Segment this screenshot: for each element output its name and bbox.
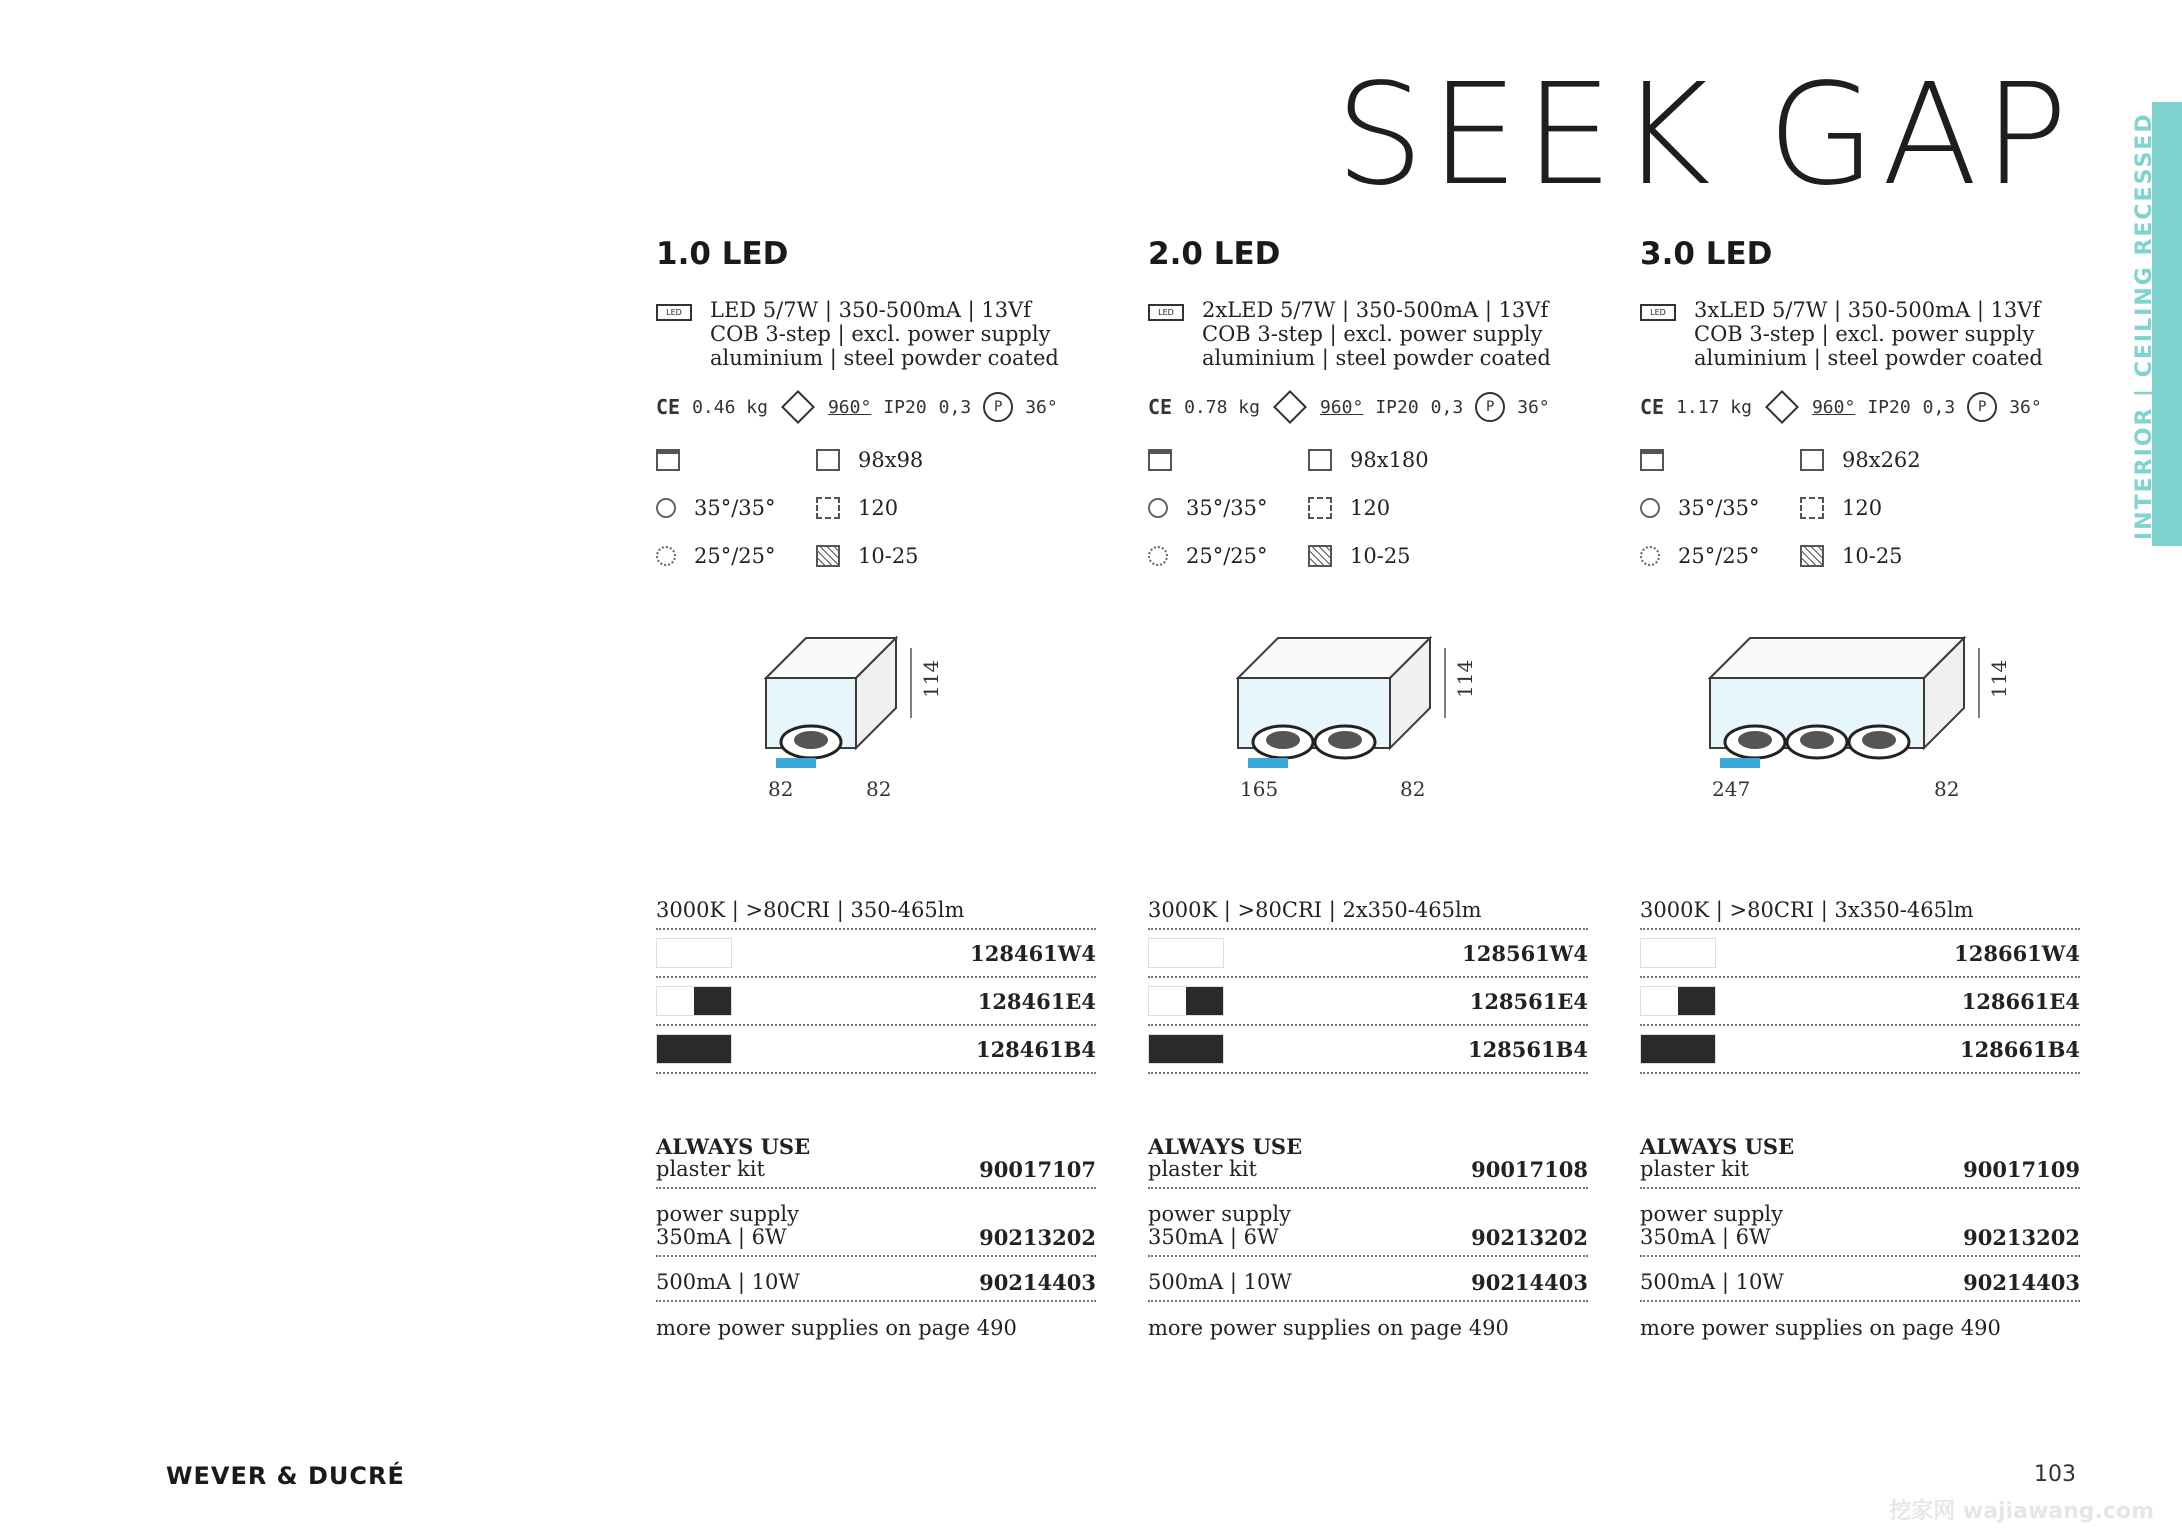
always-use-heading: ALWAYS USE bbox=[1148, 1134, 1303, 1159]
ce-mark-icon: CE bbox=[1148, 395, 1173, 419]
more-power-supplies-note: more power supplies on page 490 bbox=[656, 1316, 1017, 1340]
beam-angle-value: 36° bbox=[1025, 396, 1058, 418]
lamp-lens bbox=[1738, 731, 1772, 749]
accessory-row bbox=[1148, 1189, 1588, 1257]
ceiling-thickness-value: 10-25 bbox=[1842, 544, 1903, 568]
product-column bbox=[656, 236, 1096, 1340]
cutout-value: 98x180 bbox=[1350, 448, 1429, 472]
ceiling-thickness-icon bbox=[1800, 545, 1824, 567]
lamp-lens bbox=[1862, 731, 1896, 749]
accessory-label: plaster kit bbox=[1640, 1157, 1749, 1181]
spec-block bbox=[656, 298, 1096, 370]
accessory-code: 90213202 bbox=[1963, 1225, 2080, 1250]
spec-line: LED 5/7W | 350-500mA | 13Vf bbox=[710, 298, 1032, 322]
cutout-icon bbox=[816, 449, 840, 471]
product-column bbox=[1148, 236, 1588, 1340]
dimension-width: 82 bbox=[768, 777, 794, 801]
page-number: 103 bbox=[2034, 1462, 2076, 1487]
housing-drawing bbox=[766, 638, 911, 768]
led-icon: LED bbox=[1640, 304, 1676, 321]
accessory-label: 500mA | 10W bbox=[1148, 1270, 1292, 1294]
accessory-row bbox=[1640, 1257, 2080, 1302]
brand-logo: WEVER & DUCRÉ bbox=[166, 1462, 405, 1490]
recessed-icon bbox=[656, 449, 680, 471]
rotate-icon bbox=[1640, 546, 1660, 566]
spec-line: aluminium | steel powder coated bbox=[1694, 346, 2043, 370]
glow-wire-value: 960° bbox=[1319, 396, 1364, 418]
spec-block bbox=[1148, 298, 1588, 370]
dimension-grid bbox=[1640, 446, 2080, 570]
more-power-supplies-note: more power supplies on page 490 bbox=[1640, 1316, 2001, 1340]
depth-icon bbox=[1308, 497, 1332, 519]
depth-value: 120 bbox=[858, 496, 899, 520]
category-label: INTERIOR | CEILING RECESSED bbox=[2132, 112, 2157, 540]
cutout-value: 98x262 bbox=[1842, 448, 1921, 472]
product-title: 3.0 LED bbox=[1640, 236, 1773, 272]
tilt-icon bbox=[1640, 498, 1660, 518]
lumen-spec: 3000K | >80CRI | 350-465lm bbox=[656, 898, 1096, 930]
dimension-width: 247 bbox=[1712, 777, 1751, 801]
depth-value: 120 bbox=[1842, 496, 1883, 520]
variant-row bbox=[1148, 978, 1588, 1026]
cutout-icon bbox=[1800, 449, 1824, 471]
accessories bbox=[1148, 1136, 1588, 1340]
variant-row bbox=[1148, 1026, 1588, 1074]
tilt-value: 35°/35° bbox=[1186, 496, 1268, 520]
dimension-grid bbox=[656, 446, 1096, 570]
article-code: 128461E4 bbox=[977, 988, 1096, 1014]
housing-drawing bbox=[1710, 638, 1979, 768]
ceiling-thickness-value: 10-25 bbox=[1350, 544, 1411, 568]
accessory-label: power supply bbox=[1148, 1202, 1291, 1226]
accessory-sublabel: 350mA | 6W bbox=[656, 1225, 787, 1249]
more-power-supplies-note: more power supplies on page 490 bbox=[1148, 1316, 1509, 1340]
accessory-code: 90213202 bbox=[1471, 1225, 1588, 1250]
variant-row bbox=[656, 930, 1096, 978]
accessory-label: power supply bbox=[656, 1202, 799, 1226]
insulation-class-icon bbox=[1273, 390, 1307, 424]
certification-row bbox=[1148, 392, 1588, 422]
tilt-value: 35°/35° bbox=[1678, 496, 1760, 520]
ceiling-thickness-icon bbox=[816, 545, 840, 567]
spec-block bbox=[1640, 298, 2080, 370]
variant-row bbox=[656, 978, 1096, 1026]
rotate-icon bbox=[1148, 546, 1168, 566]
color-swatch bbox=[656, 1034, 732, 1064]
tilt-icon bbox=[656, 498, 676, 518]
lumen-spec: 3000K | >80CRI | 2x350-465lm bbox=[1148, 898, 1588, 930]
p-mark-icon: P bbox=[1967, 392, 1997, 422]
rotate-value: 25°/25° bbox=[1186, 544, 1268, 568]
product-drawing bbox=[656, 598, 1096, 858]
accessory-label: 500mA | 10W bbox=[1640, 1270, 1784, 1294]
dimension-depth: 82 bbox=[866, 777, 892, 801]
recessed-icon bbox=[1148, 449, 1172, 471]
depth-value: 120 bbox=[1350, 496, 1391, 520]
article-code: 128561E4 bbox=[1469, 988, 1588, 1014]
dimension-height: 114 bbox=[1453, 659, 1477, 698]
depth-icon bbox=[1800, 497, 1824, 519]
color-swatch bbox=[1640, 938, 1716, 968]
min-distance-value: 0,3 bbox=[938, 396, 972, 418]
accessory-row bbox=[656, 1257, 1096, 1302]
article-code: 128461B4 bbox=[975, 1036, 1096, 1062]
always-use-heading: ALWAYS USE bbox=[656, 1134, 811, 1159]
spec-line: 3xLED 5/7W | 350-500mA | 13Vf bbox=[1694, 298, 2041, 322]
accessory-code: 90214403 bbox=[1471, 1270, 1588, 1295]
tilt-icon bbox=[1148, 498, 1168, 518]
accessory-label: 500mA | 10W bbox=[656, 1270, 800, 1294]
dimension-grid bbox=[1148, 446, 1588, 570]
accessory-sublabel: 350mA | 6W bbox=[1640, 1225, 1771, 1249]
insulation-class-icon bbox=[781, 390, 815, 424]
accessory-row bbox=[1640, 1158, 2080, 1189]
min-distance-value: 0,3 bbox=[1430, 396, 1464, 418]
spec-line: 2xLED 5/7W | 350-500mA | 13Vf bbox=[1202, 298, 1549, 322]
color-swatch bbox=[1148, 1034, 1224, 1064]
article-code: 128561B4 bbox=[1467, 1036, 1588, 1062]
variant-row bbox=[1640, 930, 2080, 978]
color-swatch bbox=[1640, 1034, 1716, 1064]
product-title: 1.0 LED bbox=[656, 236, 789, 272]
weight-value: 0.78 kg bbox=[1184, 396, 1260, 418]
min-distance-value: 0,3 bbox=[1922, 396, 1956, 418]
rotate-value: 25°/25° bbox=[694, 544, 776, 568]
ceiling-bracket bbox=[1248, 758, 1288, 768]
variant-row bbox=[656, 1026, 1096, 1074]
certification-row bbox=[656, 392, 1096, 422]
glow-wire-value: 960° bbox=[1811, 396, 1856, 418]
dimension-depth: 82 bbox=[1934, 777, 1960, 801]
accessory-code: 90214403 bbox=[1963, 1270, 2080, 1295]
watermark: 挖家网 wajiawang.com bbox=[1889, 1499, 2154, 1524]
color-swatch bbox=[1148, 938, 1224, 968]
lamp-lens bbox=[1328, 731, 1362, 749]
article-code: 128661B4 bbox=[1959, 1036, 2080, 1062]
accessory-row bbox=[656, 1158, 1096, 1189]
spec-line: aluminium | steel powder coated bbox=[710, 346, 1059, 370]
lamp-lens bbox=[1266, 731, 1300, 749]
accessory-code: 90214403 bbox=[979, 1270, 1096, 1295]
led-icon: LED bbox=[656, 304, 692, 321]
accessory-code: 90213202 bbox=[979, 1225, 1096, 1250]
accessory-label: plaster kit bbox=[656, 1157, 765, 1181]
accessory-code: 90017107 bbox=[979, 1157, 1096, 1182]
weight-value: 1.17 kg bbox=[1676, 396, 1752, 418]
color-swatch bbox=[1640, 986, 1716, 1016]
cutout-value: 98x98 bbox=[858, 448, 924, 472]
weight-value: 0.46 kg bbox=[692, 396, 768, 418]
led-icon: LED bbox=[1148, 304, 1184, 321]
dimension-height: 114 bbox=[919, 659, 943, 698]
ceiling-thickness-icon bbox=[1308, 545, 1332, 567]
ce-mark-icon: CE bbox=[656, 395, 681, 419]
dimension-width: 165 bbox=[1240, 777, 1279, 801]
accessory-label: power supply bbox=[1640, 1202, 1783, 1226]
housing-top bbox=[1710, 638, 1964, 678]
accessory-row bbox=[1148, 1257, 1588, 1302]
ip-rating: IP20 bbox=[1867, 396, 1911, 418]
recessed-icon bbox=[1640, 449, 1664, 471]
rotate-value: 25°/25° bbox=[1678, 544, 1760, 568]
accessory-row bbox=[656, 1189, 1096, 1257]
rotate-icon bbox=[656, 546, 676, 566]
article-code: 128661W4 bbox=[1954, 940, 2080, 966]
accessory-row bbox=[1148, 1158, 1588, 1189]
accessory-code: 90017109 bbox=[1963, 1157, 2080, 1182]
spec-line: COB 3-step | excl. power supply bbox=[710, 322, 1051, 346]
article-code: 128461W4 bbox=[970, 940, 1096, 966]
color-swatch bbox=[656, 938, 732, 968]
product-drawing bbox=[1640, 598, 2080, 858]
accessory-label: plaster kit bbox=[1148, 1157, 1257, 1181]
tilt-value: 35°/35° bbox=[694, 496, 776, 520]
variant-row bbox=[1640, 1026, 2080, 1074]
depth-icon bbox=[816, 497, 840, 519]
lamp-lens bbox=[1800, 731, 1834, 749]
lamp-lens bbox=[794, 731, 828, 749]
dimension-depth: 82 bbox=[1400, 777, 1426, 801]
variant-row bbox=[1148, 930, 1588, 978]
product-drawing bbox=[1148, 598, 1588, 858]
ip-rating: IP20 bbox=[1375, 396, 1419, 418]
ceiling-thickness-value: 10-25 bbox=[858, 544, 919, 568]
housing-drawing bbox=[1238, 638, 1445, 768]
product-column bbox=[1640, 236, 2080, 1340]
accessories bbox=[1640, 1136, 2080, 1340]
accessory-sublabel: 350mA | 6W bbox=[1148, 1225, 1279, 1249]
certification-row bbox=[1640, 392, 2080, 422]
cutout-icon bbox=[1308, 449, 1332, 471]
always-use-heading: ALWAYS USE bbox=[1640, 1134, 1795, 1159]
lumen-spec: 3000K | >80CRI | 3x350-465lm bbox=[1640, 898, 2080, 930]
variant-row bbox=[1640, 978, 2080, 1026]
glow-wire-value: 960° bbox=[827, 396, 872, 418]
dimension-height: 114 bbox=[1987, 659, 2011, 698]
beam-angle-value: 36° bbox=[2009, 396, 2042, 418]
accessory-row bbox=[1640, 1189, 2080, 1257]
ceiling-bracket bbox=[776, 758, 816, 768]
p-mark-icon: P bbox=[983, 392, 1013, 422]
beam-angle-value: 36° bbox=[1517, 396, 1550, 418]
color-swatch bbox=[656, 986, 732, 1016]
page-title: SEEK GAP bbox=[1335, 54, 2074, 217]
article-code: 128661E4 bbox=[1961, 988, 2080, 1014]
spec-line: COB 3-step | excl. power supply bbox=[1694, 322, 2035, 346]
product-title: 2.0 LED bbox=[1148, 236, 1281, 272]
color-swatch bbox=[1148, 986, 1224, 1016]
accessory-code: 90017108 bbox=[1471, 1157, 1588, 1182]
accessories bbox=[656, 1136, 1096, 1340]
article-code: 128561W4 bbox=[1462, 940, 1588, 966]
ceiling-bracket bbox=[1720, 758, 1760, 768]
ce-mark-icon: CE bbox=[1640, 395, 1665, 419]
p-mark-icon: P bbox=[1475, 392, 1505, 422]
spec-line: aluminium | steel powder coated bbox=[1202, 346, 1551, 370]
spec-line: COB 3-step | excl. power supply bbox=[1202, 322, 1543, 346]
insulation-class-icon bbox=[1765, 390, 1799, 424]
ip-rating: IP20 bbox=[883, 396, 927, 418]
